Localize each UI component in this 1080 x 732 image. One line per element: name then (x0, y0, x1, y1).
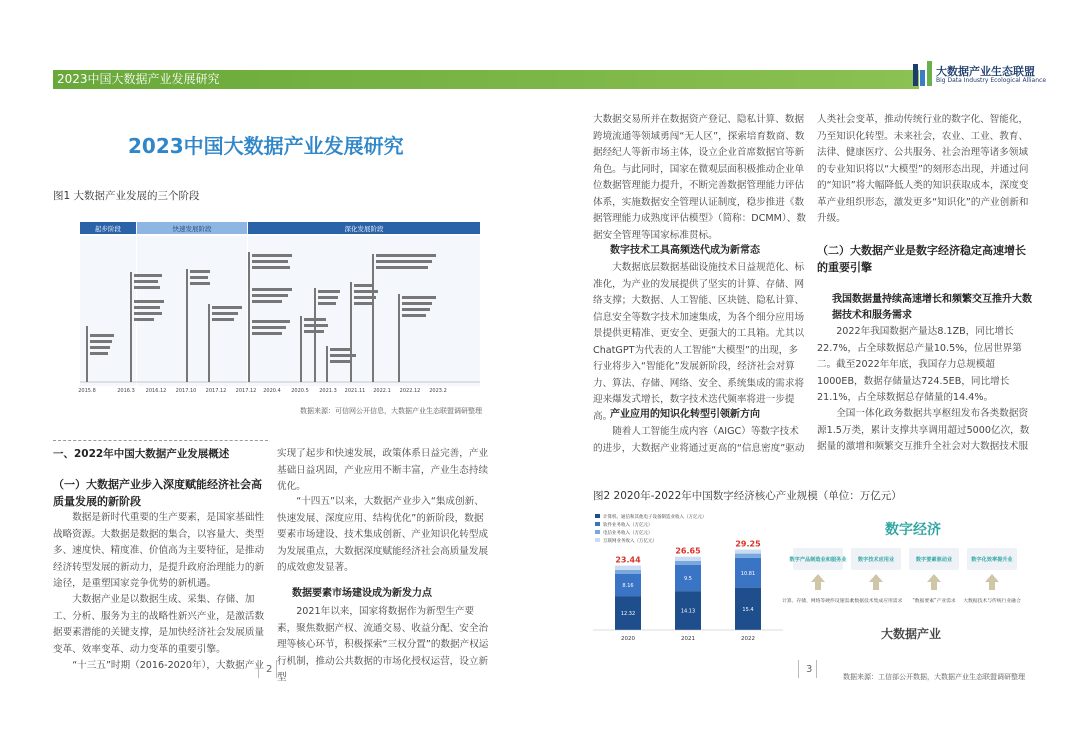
figure2-source: 数据来源：工信部公开数据，大数据产业生态联盟调研整理 (843, 673, 1025, 681)
timeline-date: 2022.1 (373, 388, 391, 394)
subsection-title-6: 我国数据量持续高速增长和频繁交互推升大数据技术和服务需求 (832, 294, 1032, 321)
right-bottom-label: 大数据产业 (880, 627, 942, 641)
page-number-left: 2 (266, 664, 273, 675)
timeline-date-labels (78, 388, 447, 394)
section-title: 一、2022年中国大数据产业发展概述 (53, 448, 230, 460)
logo-name-en: Big Data Industry Ecological Alliance (936, 77, 1047, 84)
bar-total-label: 26.65 (675, 546, 701, 556)
box-label: 数字要素驱动业 (915, 557, 953, 563)
paragraph: 数据是新时代重要的生产要素，是国家基础性战略资源。大数据是数据的集合，以容量大、类型多、速度快、精度准、价值高为主要特征，是推动经济转型发展的新动力，是提升政府治理能力的新途径，是重塑国家竞争优势的新机遇。 (53, 512, 265, 589)
paragraph: 大数据交易所并在数据资产登记、隐私计算、数据跨境流通等领域勇闯“无人区”，探索培育数商、数据经纪人等新市场主体，设立企业首席数据官等新角色。与此同时，国家在微观层面积极推动企业单位数据管理能力提升，不断完善数据管理能力评估体系，实施数据安全管理认证制度，稳步推进《数据管理能力成熟度评估模型》（简称：DCMM）、数据安全管理等国家标准贯标。 (593, 114, 806, 241)
x-tick-label: 2022 (741, 636, 755, 642)
alliance-logo (912, 60, 1047, 90)
paragraph: 实现了起步和快速发展，政策体系日益完善，产业基础日益巩固，产业应用不断丰富，产业生态持续优化。 (277, 448, 489, 492)
page-sep (276, 660, 277, 678)
timeline-date: 2021.11 (344, 388, 366, 394)
bar-total-label: 23.44 (615, 555, 641, 565)
bar-segment (735, 554, 761, 558)
timeline-date: 2022.12 (399, 388, 421, 394)
timeline-date: 2017.12 (235, 388, 257, 394)
timeline-date: 2016.3 (117, 388, 135, 394)
bar-value-label: 10.81 (740, 570, 756, 577)
right-title: 数字经济 (885, 522, 941, 538)
requirement-texts (782, 597, 1021, 604)
timeline-date: 2016.12 (145, 388, 167, 394)
legend-swatch (595, 522, 600, 526)
bar-segment (615, 570, 641, 574)
legend-label: 互联网业务收入（万亿元） (603, 539, 657, 544)
timeline-date: 2023.2 (429, 388, 447, 394)
paragraph: 全国一体化政务数据共享枢纽发布各类数据资源1.5万类，累计支撑共享调用超过5000亿次，数据量的激增和频繁交互推升全社会对大数据技术服 (817, 408, 1030, 452)
up-arrows (811, 574, 999, 590)
bar-segment (735, 550, 761, 554)
figure1-source: 数据来源：可信网公开信息，大数据产业生态联盟调研整理 (300, 407, 482, 415)
timeline-date: 2017.10 (175, 388, 197, 394)
box-label: 数字化效率提升业 (971, 557, 1013, 563)
timeline-date: 2020.5 (291, 388, 309, 394)
paragraph: 大数据产业是以数据生成、采集、存储、加工、分析、服务为主的战略性新兴产业，是激活数据要素潜能的关键支撑，是加快经济社会发展质量变革、效率变革、动力变革的重要引擎。 (53, 594, 265, 655)
legend-label: 电信业务收入（万亿元） (603, 531, 653, 536)
page-number-right: 3 (806, 664, 813, 675)
page-sep (798, 660, 799, 678)
subsection-title-2: 数据要素市场建设成为新发力点 (292, 588, 432, 599)
bar-value-label: 15.4 (742, 606, 754, 613)
header-title: 2023中国大数据产业发展研究 (57, 72, 220, 86)
bar-value-label: 9.5 (684, 576, 692, 583)
chart-legend (595, 513, 707, 544)
bar-segment (675, 557, 701, 561)
paragraph: 随着人工智能生成内容（AIGC）等数字技术的进步，大数据产业将通过更高的“信息密度”驱动 (593, 426, 805, 454)
figure1-timeline (80, 214, 480, 400)
divider (53, 440, 268, 441)
requirement-text: “数据要素”产业需求 (912, 599, 956, 604)
timeline-date: 2020.4 (263, 388, 281, 394)
legend-swatch (595, 514, 600, 518)
figure1-caption: 图1 大数据产业发展的三个阶段 (53, 190, 200, 202)
x-tick-label: 2021 (681, 636, 695, 642)
right-boxes (789, 548, 1017, 570)
subsection-title-4: 产业应用的知识化转型引领新方向 (610, 409, 760, 420)
legend-label: 软件业务收入（万亿元） (603, 523, 653, 528)
figure2-chart (593, 510, 1036, 658)
paragraph: “十四五”以来，大数据产业步入“集成创新、快速发展、深度应用、结构优化”的新阶段，数据要素市场建设、技术集成创新、产业知识化转型成为发展重点，大数据深度赋能经济社会高质量发展的成效愈发显著。 (277, 496, 489, 573)
logo-mark-icon (912, 60, 934, 88)
bar-total-label: 29.25 (735, 539, 761, 549)
phase-label-1: 起步阶段 (95, 225, 121, 233)
bar-value-label: 14.13 (680, 608, 696, 615)
page-title: 2023中国大数据产业发展研究 (128, 134, 404, 158)
bar-segment (615, 566, 641, 570)
timeline-date: 2021.3 (319, 388, 337, 394)
legend-swatch (595, 530, 600, 534)
box-label: 数字产品制造业和服务业 (789, 557, 847, 563)
timeline-date: 2015.8 (78, 388, 96, 394)
subsection-title-1: （一）大数据产业步入深度赋能经济社会高质量发展的新阶段 (53, 478, 262, 508)
phase-label-3: 深化发展阶段 (344, 225, 384, 233)
bar-value-label: 8.16 (622, 582, 634, 589)
legend-label: 计算机、通信和其他电子设备制造业收入（万亿元） (603, 515, 707, 520)
legend-swatch (595, 538, 600, 542)
bar-segment (675, 561, 701, 565)
requirement-text: 大数据技术与传统行业融合 (963, 599, 1021, 604)
header-bar (53, 70, 919, 89)
bar-value-label: 12.32 (620, 611, 636, 618)
page-sep (816, 660, 817, 678)
figure2-caption: 图2 2020年-2022年中国数字经济核心产业规模（单位：万亿元） (593, 490, 902, 502)
figure2 (593, 510, 1036, 658)
box-label: 数字技术应用业 (857, 557, 895, 563)
paragraph: 人类社会变革，推动传统行业的数字化、智能化，乃至知识化转型。未来社会，农业、工业、教育、法律、健康医疗、公共服务、社会治理等诸多领域的专业知识将以“大模型”的刻形态出现，并通过问的“知识”将大幅降低人类的知识获取成本，深度变革产业组织形态，激发更多“知识化”的产业创新和升级。 (817, 114, 1029, 224)
paragraph: 2022年我国数据产量达8.1ZB，同比增长22.7%，占全球数据总产量10.5%，位居世界第二。截至2022年年底，我国存力总规模超1000EB，数据存储量达724.5EB，同比增长21.1%，占全球数据总存储量的14.4%。 (817, 326, 1022, 403)
paragraph: 2021年以来，国家将数据作为新型生产要素，聚焦数据产权、流通交易、收益分配、安全治理等核心环节，积极探索“三权分置”的数据产权运行机制，推动公共数据的市场化授权运营，设立新型 (277, 606, 489, 683)
subsection-title-5: （二）大数据产业是数字经济稳定高速增长的重要引擎 (817, 244, 1026, 274)
subsection-title-3: 数字技术工具高频迭代成为新常态 (610, 245, 760, 256)
requirement-text: 计算、存储、网络等硬件设施需求 (782, 599, 854, 604)
x-tick-label: 2020 (621, 636, 635, 642)
logo-name-cn: 大数据产业生态联盟 (936, 65, 1035, 78)
requirement-text: 大数据技术集成应用需求 (849, 599, 903, 604)
timeline-date: 2017.12 (205, 388, 227, 394)
phase-label-2: 快速发展阶段 (172, 225, 212, 233)
page-sep (258, 660, 259, 678)
paragraph: “十三五”时期（2016-2020年），大数据产业 (72, 660, 264, 671)
paragraph: 大数据底层数据基础设施技术日益规范化、标准化，为产业的发展提供了坚实的计算、存储、网络支撑；大数据、人工智能、区块链、隐私计算、信息安全等数字技术加速集成，为各个细分应用场景提供更精准、更安全、更强大的工具箱。尤其以ChatGPT为代表的人工智能“大模型”的出现，多行业将步入“智能化”发展新阶段，经济社会对算力、算法、存储、网络、安全、系统集成的需求将迎来爆发式增长，数字技术迭代频率将进一步提高。 (593, 262, 805, 422)
